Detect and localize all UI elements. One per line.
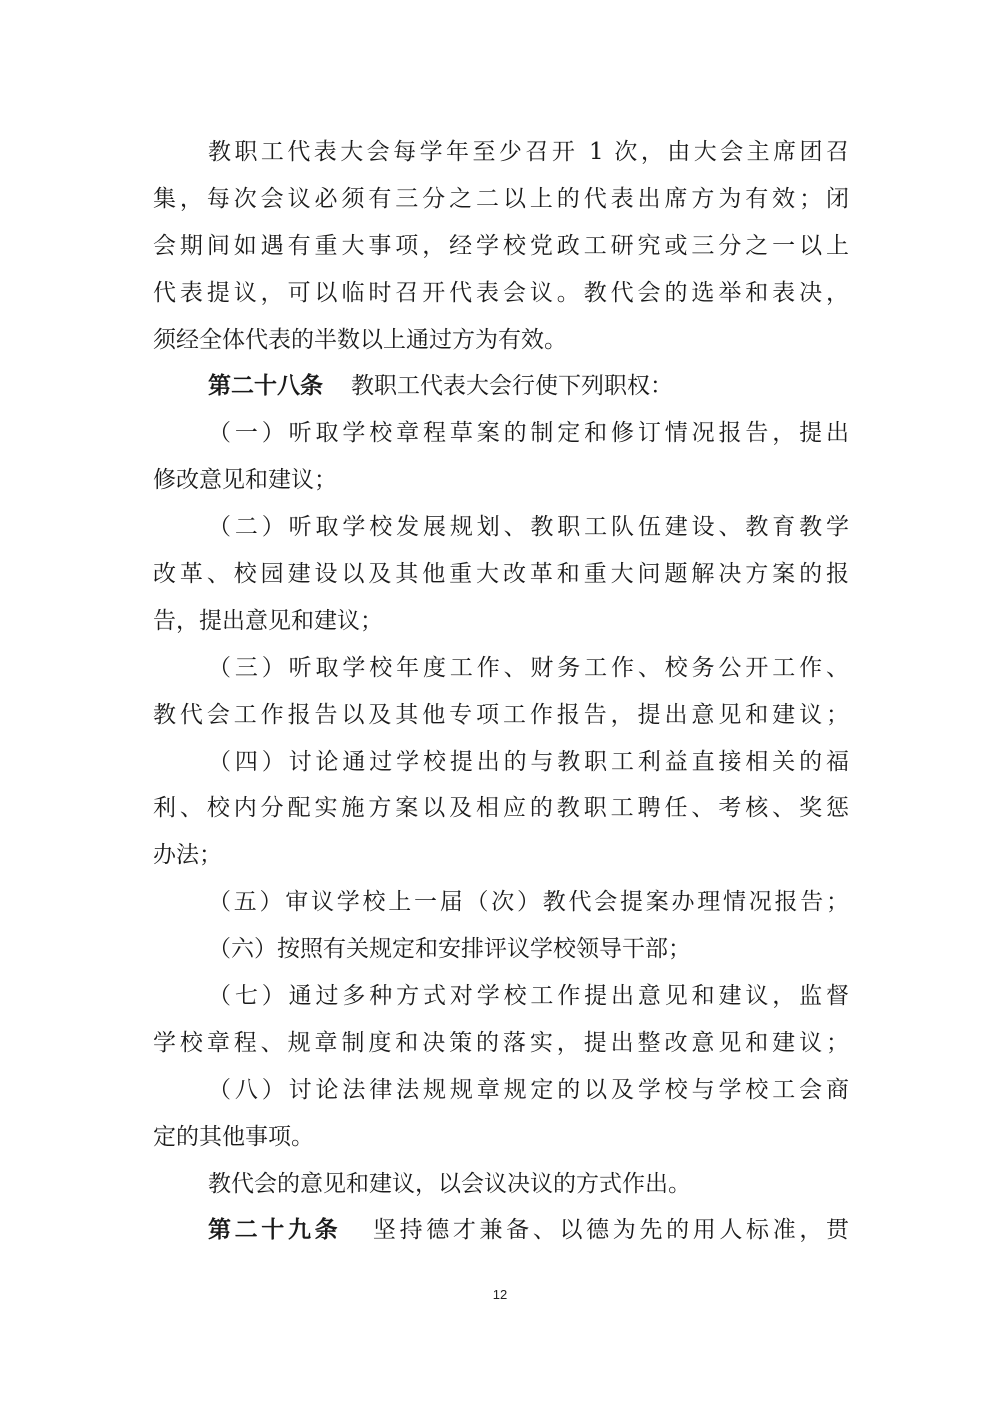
list-item-line: 学校章程、规章制度和决策的落实，提出整改意见和建议；: [153, 1029, 849, 1056]
list-item-line: 利、校内分配实施方案以及相应的教职工聘任、考核、奖惩: [153, 795, 849, 822]
paragraph-line: 会期间如遇有重大事项，经学校党政工研究或三分之一以上: [153, 232, 849, 259]
article-text: 坚持德才兼备、以德为先的用人标准，贯: [369, 1217, 850, 1244]
paragraph-line: 须经全体代表的半数以上通过方为有效。: [153, 326, 567, 353]
paragraph-line: 教代会的意见和建议，以会议决议的方式作出。: [208, 1170, 691, 1197]
list-item-line: 教代会工作报告以及其他专项工作报告，提出意见和建议；: [153, 701, 849, 728]
list-item-line: （六）按照有关规定和安排评议学校领导干部；: [208, 936, 691, 963]
list-item-line: （五）审议学校上一届（次）教代会提案办理情况报告；: [208, 889, 849, 916]
article-label: 第二十九条: [208, 1217, 342, 1244]
list-item-line: 告，提出意见和建议；: [153, 607, 383, 634]
list-item-line: 定的其他事项。: [153, 1123, 314, 1150]
page-number: 12: [492, 1287, 508, 1302]
article-29-heading: [153, 1207, 849, 1254]
article-text: 教职工代表大会行使下列职权：: [351, 373, 673, 400]
list-item-line: （二）听取学校发展规划、教职工队伍建设、教育教学: [208, 514, 849, 541]
article-28-heading: [153, 363, 849, 410]
list-item-line: 办法；: [153, 842, 222, 869]
list-item-line: （八）讨论法律法规规章规定的以及学校与学校工会商: [208, 1076, 849, 1103]
paragraph-line: 教职工代表大会每学年至少召开 1 次，由大会主席团召: [208, 139, 849, 165]
list-item-line: （三）听取学校年度工作、财务工作、校务公开工作、: [208, 654, 849, 681]
list-item-line: 修改意见和建议；: [153, 467, 337, 494]
document-body: [153, 129, 849, 1254]
article-label: 第二十八条: [208, 373, 323, 400]
list-item-line: （七）通过多种方式对学校工作提出意见和建议，监督: [208, 983, 849, 1010]
list-item-line: （四）讨论通过学校提出的与教职工利益直接相关的福: [208, 748, 849, 775]
paragraph-line: 代表提议，可以临时召开代表会议。教代会的选举和表决，: [153, 279, 849, 306]
list-item-line: （一）听取学校章程草案的制定和修订情况报告，提出: [208, 420, 849, 447]
list-item-line: 改革、校园建设以及其他重大改革和重大问题解决方案的报: [153, 561, 849, 588]
paragraph-line: 集，每次会议必须有三分之二以上的代表出席方为有效；闭: [153, 185, 849, 212]
